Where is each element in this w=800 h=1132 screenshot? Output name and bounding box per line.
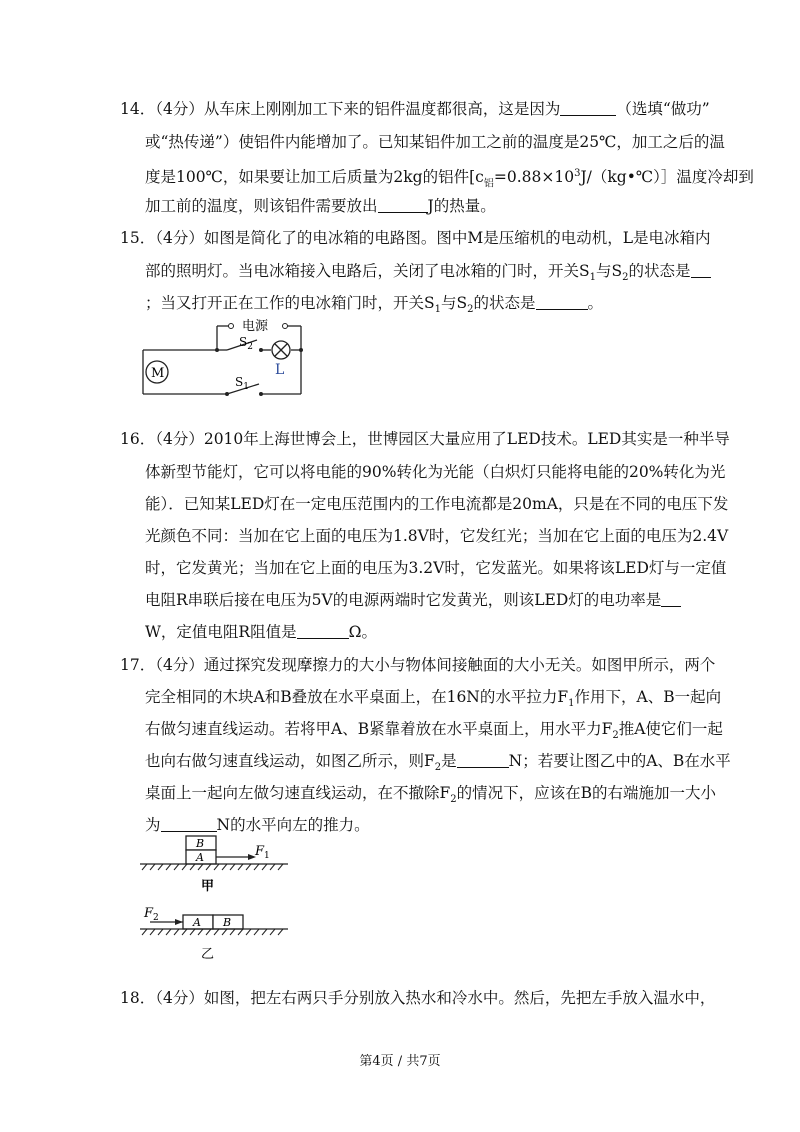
q16-line-7 — [145, 622, 377, 642]
q15-text: 与S — [441, 294, 468, 312]
q14-line-2: 或“热传递”）使铝件内能增加了。已知某铝件加工之前的温度是25℃，加工之后的温 — [145, 133, 725, 151]
q15-text: 。 — [587, 294, 604, 312]
switch-s1-label: $S_1$ — [235, 375, 249, 392]
q14-superscript: 3 — [574, 168, 581, 179]
switch-contact — [259, 392, 263, 396]
q17-text: 完全相同的木块A和B叠放在水平桌面上，在16N的水平拉力F — [145, 688, 569, 706]
q17-subscript: 1 — [568, 698, 575, 710]
answer-blank — [691, 262, 711, 278]
junction-dot — [299, 348, 303, 352]
power-label: 电源 — [242, 319, 269, 334]
figure-jia-label: 甲 — [201, 879, 215, 894]
q17-subscript: 2 — [612, 730, 619, 742]
q17-text: N；若要让图乙中的A、B在水平 — [508, 752, 731, 770]
q17-line-5 — [145, 783, 716, 810]
motor-label: M — [151, 366, 165, 381]
q14-line-3 — [145, 164, 754, 194]
page-footer: 第4页 / 共7页 — [359, 1054, 441, 1069]
q15-text: 的状态是 — [473, 294, 536, 312]
q15-text: 的状态是 — [628, 262, 691, 280]
label-a: A — [196, 851, 204, 864]
q16-line-5: 时，它发黄光；当加在它上面的电压为3.2V时，它发蓝光。如果将该LED灯与一定值 — [145, 559, 727, 577]
q17-line-3 — [145, 719, 723, 746]
junction-dot — [215, 348, 219, 352]
lamp-label: L — [275, 362, 285, 378]
q17-text: 为 — [145, 816, 161, 834]
q17-text: 作用下，A、B一起向 — [574, 688, 722, 706]
answer-blank — [378, 197, 428, 213]
answer-blank — [536, 294, 588, 310]
q17-subscript: 2 — [434, 762, 442, 774]
q17-line-1: 17．（4分）通过探究发现摩擦力的大小与物体间接触面的大小无关。如图甲所示，两个 — [120, 656, 716, 674]
q15-text: ；当又打开正在工作的电冰箱门时，开关S — [145, 294, 435, 312]
q17-text: 桌面上一起向左做匀速直线运动，在不撤除F — [145, 784, 451, 802]
switch-s2-label: $S_2$ — [239, 335, 253, 352]
answer-blank — [661, 591, 681, 607]
q14-text: （选填“做功” — [616, 100, 710, 118]
label-f1: $F_1$ — [255, 844, 270, 861]
q18-line-1: 18．（4分）如图，把左右两只手分别放入热水和冷水中。然后，先把左手放入温水中， — [120, 989, 716, 1007]
q14-text: 加工前的温度，则该铝件需要放出 — [145, 197, 378, 215]
q17-text: 右做匀速直线运动。若将甲A、B紧靠着放在水平桌面上，用水平力F — [145, 720, 613, 738]
q16-text: 电阻R串联后接在电压为5V的电源两端时它发黄光，则该LED灯的电功率是 — [145, 591, 662, 609]
switch-contact — [259, 348, 263, 352]
q14-text: 14．（4分）从车床上刚刚加工下来的铝件温度都很高，这是因为 — [120, 100, 561, 118]
answer-blank — [560, 100, 616, 116]
q16-line-1: 16．（4分）2010年上海世博会上，世博园区大量应用了LED技术。LED其实是一种半导 — [120, 430, 730, 448]
q17-text: 的情况下，应该在B的右端施加一大小 — [456, 784, 717, 802]
q16-line-2: 体新型节能灯，它可以将电能的90%转化为光能（白炽灯只能将电能的20%转化为光 — [145, 463, 726, 481]
q14-text: J的热量。 — [427, 197, 496, 215]
q14-text: J/（kg•℃）］温度冷却到 — [580, 168, 754, 187]
label-a: A — [193, 916, 201, 929]
circuit-diagram — [135, 312, 315, 404]
friction-diagram — [138, 830, 298, 965]
q15-subscript: 2 — [622, 272, 629, 284]
q14-subscript: 铝 — [483, 178, 494, 190]
q16-line-4: 光颜色不同：当加在它上面的电压为1.8V时，它发红光；当加在它上面的电压为2.4V — [145, 527, 729, 545]
q17-text: 是 — [441, 752, 457, 770]
q17-text: 推A使它们一起 — [618, 720, 723, 738]
power-terminal — [229, 324, 234, 329]
label-f2: $F_2$ — [144, 906, 159, 923]
switch-contact — [225, 392, 229, 396]
q16-text: Ω。 — [348, 623, 377, 641]
q17-line-2 — [145, 687, 721, 714]
label-b: B — [223, 916, 232, 929]
q17-text: N的水平向左的推力。 — [216, 816, 370, 834]
answer-blank — [457, 752, 509, 768]
q15-subscript: 2 — [467, 304, 474, 316]
q14-text: =0.88×10 — [493, 168, 575, 187]
figure-yi-label: 乙 — [201, 947, 215, 962]
power-terminal — [283, 324, 288, 329]
q16-line-3: 能）．已知某LED灯在一定电压范围内的工作电流都是20mA，只是在不同的电压下发 — [145, 495, 729, 513]
q14-line-4 — [145, 196, 496, 216]
label-b: B — [196, 837, 205, 850]
q15-subscript: 1 — [589, 272, 596, 284]
q14-text: 度是100℃，如果要让加工后质量为2kg的铝件[c — [145, 168, 484, 187]
q15-subscript: 1 — [434, 304, 441, 316]
answer-blank — [297, 623, 349, 639]
q15-line-2 — [145, 261, 711, 288]
q15-text: 与S — [596, 262, 623, 280]
q16-line-6 — [145, 590, 681, 610]
q17-subscript: 2 — [450, 794, 457, 806]
q15-line-1: 15．（4分）如图是简化了的电冰箱的电路图。图中M是压缩机的电动机，L是电冰箱内 — [120, 229, 711, 247]
q15-text: 部的照明灯。当电冰箱接入电路后，关闭了电冰箱的门时，开关S — [145, 262, 590, 280]
arrow-head — [175, 919, 183, 925]
q16-text: W，定值电阻R阻值是 — [145, 623, 297, 641]
q17-line-4 — [145, 751, 731, 778]
q17-text: 也向右做匀速直线运动，如图乙所示，则F — [145, 752, 435, 770]
q14-line-1 — [120, 99, 710, 119]
